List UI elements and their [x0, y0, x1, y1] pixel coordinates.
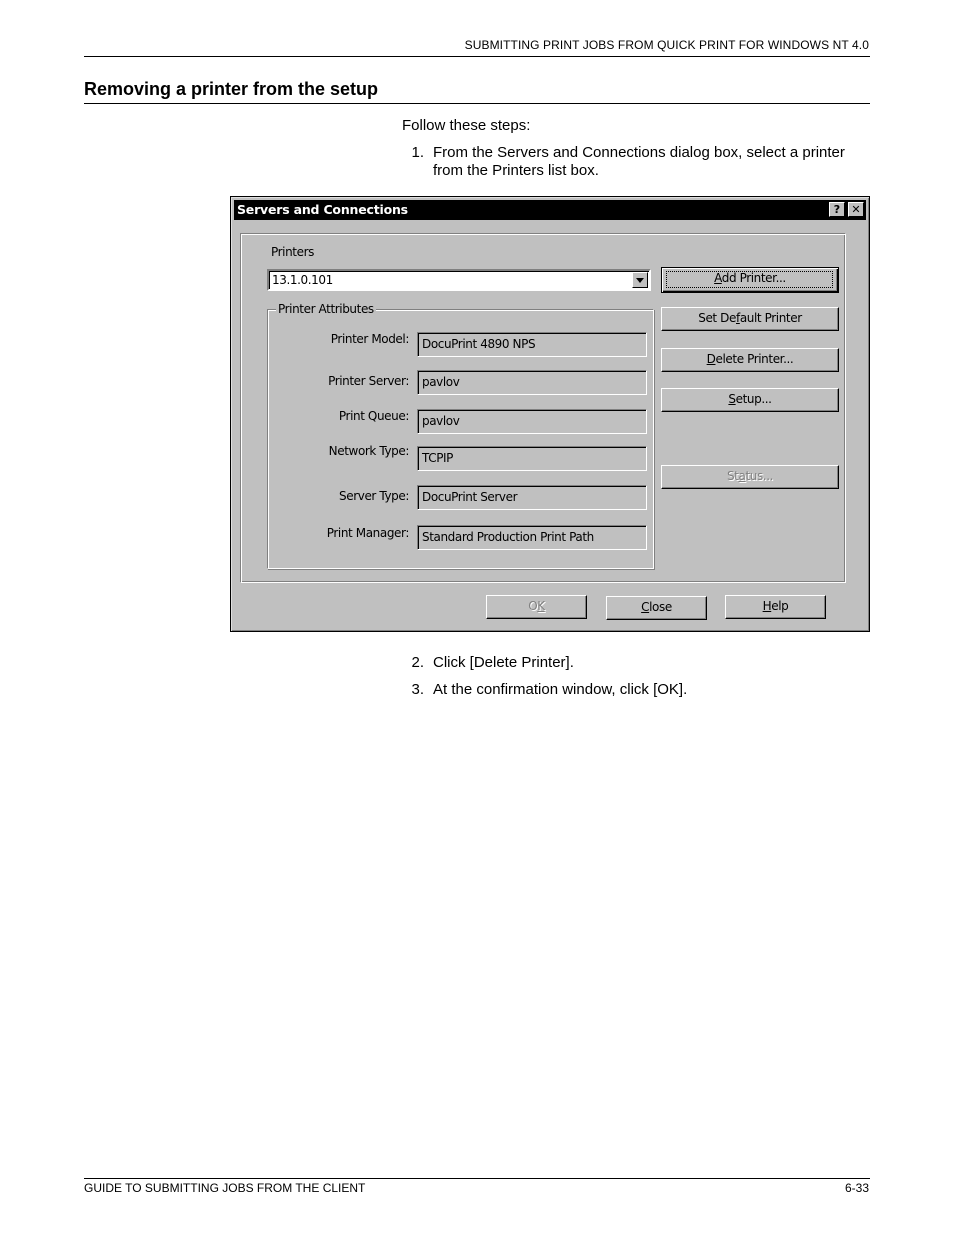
- step-text: At the confirmation window, click [OK].: [433, 681, 688, 698]
- server-type-field: [417, 485, 647, 510]
- printer-attributes-label: Printer Attributes: [278, 302, 374, 316]
- print-queue-label: Print Queue:: [338, 409, 409, 423]
- printers-combobox-value: 13.1.0.101: [272, 273, 333, 287]
- network-type-field: [417, 446, 647, 471]
- footer-title: GUIDE TO SUBMITTING JOBS FROM THE CLIENT: [84, 1181, 366, 1195]
- printers-combobox[interactable]: [267, 269, 651, 291]
- title-rule: [84, 103, 870, 104]
- server-type-value: DocuPrint Server: [422, 490, 518, 504]
- step-text: Click [Delete Printer].: [433, 654, 574, 671]
- intro-text: Follow these steps:: [402, 117, 531, 134]
- network-type-label: Network Type:: [328, 444, 409, 458]
- step-2: [402, 654, 872, 672]
- help-icon[interactable]: ?: [829, 202, 845, 217]
- printer-model-value: DocuPrint 4890 NPS: [422, 337, 536, 351]
- print-manager-value: Standard Production Print Path: [422, 530, 594, 544]
- dialog-titlebar: [234, 200, 866, 220]
- print-manager-label: Print Manager:: [326, 526, 409, 540]
- server-type-label: Server Type:: [339, 489, 409, 503]
- running-head: SUBMITTING PRINT JOBS FROM QUICK PRINT FOR WINDOWS NT 4.0: [464, 38, 869, 52]
- close-icon[interactable]: ✕: [848, 202, 864, 217]
- step-text-line1: From the Servers and Connections dialog box, select a printer: [433, 144, 845, 161]
- printer-server-value: pavlov: [422, 375, 460, 389]
- step-text-line2: from the Printers list box.: [433, 162, 599, 179]
- printer-model-label: Printer Model:: [330, 332, 409, 346]
- printer-server-label: Printer Server:: [328, 374, 409, 388]
- step-number: 1.: [411, 144, 424, 161]
- status-button[interactable]: Status...: [661, 465, 839, 489]
- set-default-printer-button[interactable]: Set Default Printer: [661, 307, 839, 331]
- close-button[interactable]: Close: [606, 596, 707, 620]
- step-number: 3.: [411, 681, 424, 698]
- header-rule: [84, 56, 870, 57]
- dialog-title: Servers and Connections: [237, 202, 408, 217]
- print-queue-value: pavlov: [422, 414, 460, 428]
- delete-printer-button[interactable]: Delete Printer...: [661, 348, 839, 372]
- step-3: [402, 681, 872, 699]
- step-number: 2.: [411, 654, 424, 671]
- printer-model-field: [417, 332, 647, 357]
- printer-server-field: [417, 370, 647, 395]
- help-button[interactable]: Help: [725, 595, 826, 619]
- servers-connections-dialog: [230, 196, 870, 632]
- section-title: Removing a printer from the setup: [84, 79, 379, 99]
- step-1: [402, 144, 872, 182]
- print-manager-field: [417, 525, 647, 550]
- footer-rule: [84, 1178, 870, 1179]
- add-printer-button[interactable]: Add Printer...: [661, 267, 839, 293]
- page-number: 6-33: [844, 1181, 869, 1195]
- chevron-down-icon[interactable]: [632, 272, 648, 288]
- ok-button[interactable]: OK: [486, 595, 587, 619]
- print-queue-field: [417, 409, 647, 434]
- setup-button[interactable]: Setup...: [661, 388, 839, 412]
- printers-label: Printers: [271, 245, 314, 259]
- network-type-value: TCPIP: [422, 451, 454, 465]
